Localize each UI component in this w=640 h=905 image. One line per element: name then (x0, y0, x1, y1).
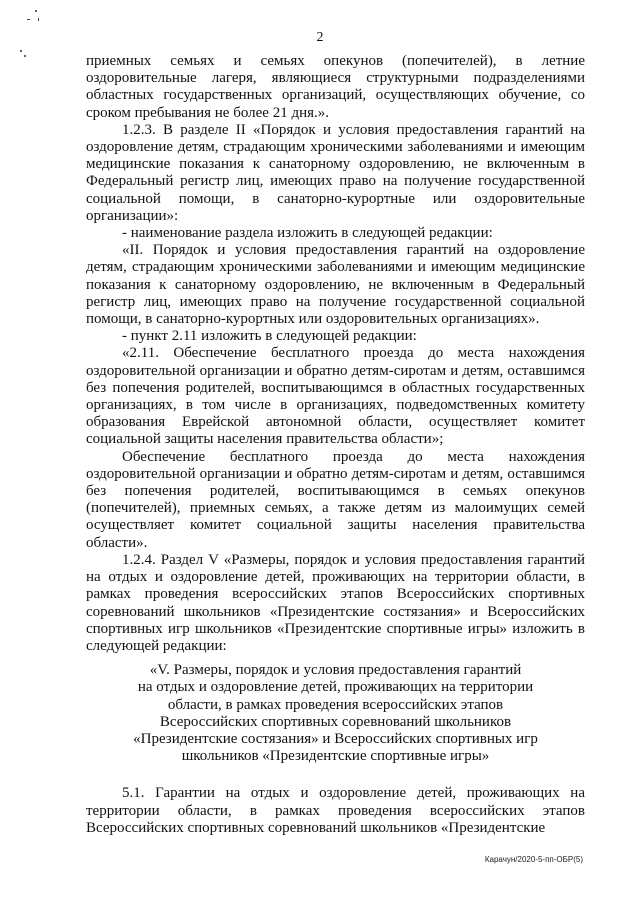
scan-speck (38, 18, 39, 21)
scan-speck (20, 50, 22, 52)
heading-line: на отдых и оздоровление детей, проживающих на территории (137, 679, 534, 696)
scan-speck (27, 19, 30, 20)
document-code: Карачун/2020-5-пп-ОБР(5) (484, 855, 583, 864)
paragraph-5-1: 5.1. Гарантии на отдых и оздоровление детей, проживающих на территории области, в рамках проведения всероссийских этапов Всероссийских спортивных соревнований школьников «Президентские (86, 785, 585, 836)
paragraph-1-2-4: 1.2.4. Раздел V «Размеры, порядок и условия предоставления гарантий на отдых и оздоровление детей, проживающих на территории области, в рамках проведения всероссийских этапов Всероссийских спортивных соревнований школьников «Президентские состязания» и Всероссийских спортивных игр школьников «Президентские спортивные игры» изложить в следующей редакции: (86, 551, 585, 654)
scan-speck (35, 10, 37, 12)
paragraph-free-travel: Обеспечение бесплатного проезда до места нахождения оздоровительной организации и обратно детям-сиротам и детям, оставшимся без попечения родителей, воспитывающимся в семьях опекунов (попечителей), приемных семьях, а также детям из малоимущих семей осуществляет комитет социальной защиты населения правительства области». (86, 448, 585, 551)
heading-line: «Президентские состязания» и Всероссийских спортивных игр (133, 730, 538, 747)
heading-line: Всероссийских спортивных соревнований школьников (159, 713, 512, 730)
paragraph-section-ii-title: «II. Порядок и условия предоставления гарантий на оздоровление детям, страдающим хроническими заболеваниями и имеющим медицинские показания к санаторному оздоровлению, не включенным в Федеральный регистр лиц, имеющих право на получение государственной социальной помощи, в санаторно-курортных или оздоровительных организациях». (86, 242, 585, 328)
paragraph-rename-section: - наименование раздела изложить в следующей редакции: (122, 225, 493, 242)
scan-speck (24, 55, 26, 57)
paragraph-1-2-3: 1.2.3. В разделе II «Порядок и условия предоставления гарантий на оздоровление детям, страдающим хроническими заболеваниями и имеющим медицинские показания к санаторному оздоровлению, не включенным в Федеральный регистр лиц, имеющих право на получение государственной социальной помощи, в санаторно-курортные или оздоровительные организации»: (86, 121, 585, 224)
heading-line: области, в рамках проведения всероссийских этапов (167, 696, 504, 713)
section-v-heading (86, 662, 585, 765)
heading-line: «V. Размеры, порядок и условия предоставления гарантий (149, 662, 522, 679)
document-body (86, 53, 585, 837)
page-number: 2 (316, 30, 324, 45)
paragraph-continuation: приемных семьях и семьях опекунов (попечителей), в летние оздоровительные лагеря, являющиеся структурными подразделениями областных государственных организаций, осуществляющих обучение, со сроком пребывания не более 21 дня.». (86, 53, 585, 121)
paragraph-item-2-11: «2.11. Обеспечение бесплатного проезда до места нахождения оздоровительной организации и обратно детям-сиротам и детям, оставшимся без попечения родителей, воспитывающимся в областных государственных организациях, в том числе в организациях, подведомственных комитету образования Еврейской автономной области, осуществляет комитет социальной защиты населения правительства области»; (86, 345, 585, 448)
paragraph-item-2-11-intro: - пункт 2.11 изложить в следующей редакции: (122, 328, 417, 345)
heading-line: школьников «Президентские спортивные игры» (181, 748, 490, 765)
